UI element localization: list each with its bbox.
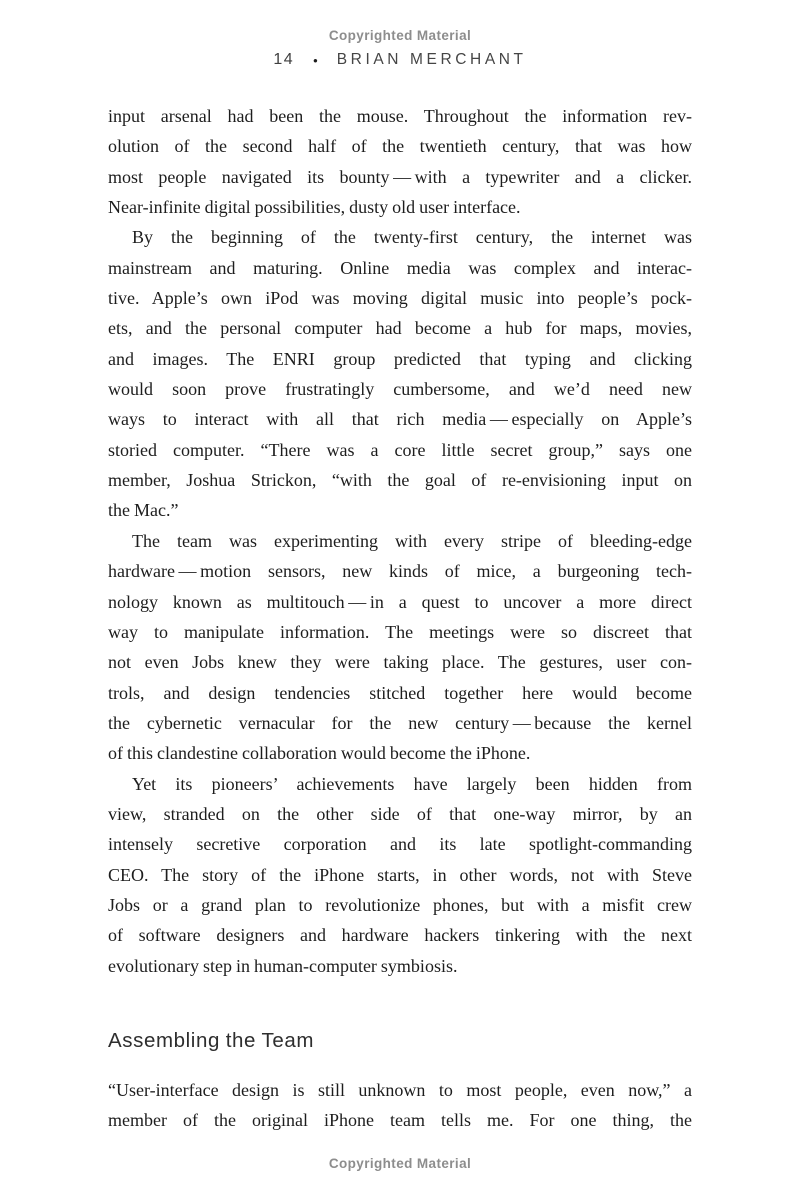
paragraph (108, 222, 692, 525)
text-line: of software designers and hardware hackers tinkering with the next (108, 925, 692, 946)
text-line: view, stranded on the other side of that one-way mirror, by an (108, 803, 692, 824)
copyright-notice-top: Copyrighted Material (328, 28, 472, 43)
text-line: way to manipulate information. The meetings were so discreet that (108, 621, 692, 642)
text-line: Jobs or a grand plan to revolutionize phones, but with a misfit crew (108, 894, 692, 915)
text-line: the Mac.” (108, 500, 179, 521)
text-line: ets, and the personal computer had become a hub for maps, movies, (108, 318, 692, 339)
text-line: Yet its pioneers’ achievements have largely been hidden from (132, 773, 692, 794)
page-number: 14 (273, 51, 295, 68)
text-line: and images. The ENRI group predicted that typing and clicking (108, 348, 692, 369)
author-name: BRIAN MERCHANT (336, 51, 527, 68)
text-line: hardware — motion sensors, new kinds of mice, a burgeoning tech- (108, 561, 692, 582)
text-line: nology known as multitouch — in a quest to uncover a more direct (108, 591, 692, 612)
text-line: The team was experimenting with every stripe of bleeding-edge (132, 530, 692, 551)
text-line: intensely secretive corporation and its late spotlight-commanding (108, 834, 692, 855)
paragraph (108, 769, 692, 981)
page-body (108, 101, 692, 1136)
text-line: evolutionary step in human-computer symbiosis. (108, 955, 458, 976)
paragraph (108, 526, 692, 769)
text-line: input arsenal had been the mouse. Throughout the information rev- (108, 106, 692, 126)
text-line: ways to interact with all that rich media — especially on Apple’s (108, 409, 692, 430)
text-line: CEO. The story of the iPhone starts, in other words, not with Steve (108, 864, 692, 885)
paragraph (108, 101, 692, 222)
text-line: member of the original iPhone team tells me. For one thing, the (108, 1110, 692, 1131)
text-line: Near-infinite digital possibilities, dusty old user interface. (108, 197, 521, 218)
text-line: of this clandestine collaboration would become the iPhone. (108, 743, 531, 764)
text-line: By the beginning of the twenty-first century, the internet was (132, 227, 692, 248)
text-line: not even Jobs knew they were taking place. The gestures, user con- (108, 652, 692, 673)
running-head (0, 51, 800, 69)
text-line: member, Joshua Strickon, “with the goal of re-envisioning input on (108, 470, 692, 491)
text-line: mainstream and maturing. Online media was complex and interac- (108, 257, 692, 278)
text-line: trols, and design tendencies stitched together here would become (108, 682, 692, 703)
bullet-separator-icon: • (313, 52, 318, 68)
text-line: most people navigated its bounty — with a typewriter and a clicker. (108, 166, 692, 187)
text-line: would soon prove frustratingly cumbersome, and we’d need new (108, 379, 692, 400)
section-heading: Assembling the Team (108, 1028, 315, 1052)
text-line: olution of the second half of the twentieth century, that was how (108, 136, 692, 157)
paragraph (108, 1075, 692, 1136)
text-line: “User-interface design is still unknown to most people, even now,” a (108, 1079, 692, 1100)
text-line: tive. Apple’s own iPod was moving digital music into people’s pock- (108, 288, 692, 309)
text-line: the cybernetic vernacular for the new century — because the kernel (108, 712, 692, 733)
text-line: storied computer. “There was a core little secret group,” says one (108, 439, 692, 460)
copyright-notice-bottom: Copyrighted Material (328, 1156, 472, 1171)
